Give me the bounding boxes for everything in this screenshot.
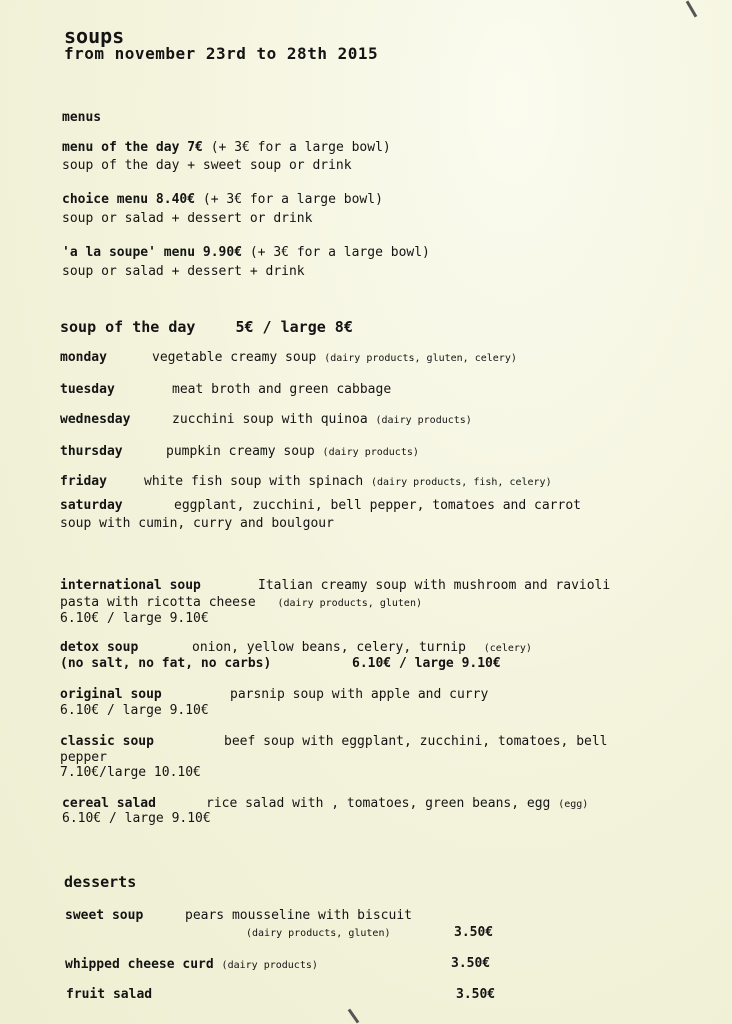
special-item — [62, 796, 588, 811]
special-price: 6.10€ / large 9.10€ — [62, 811, 211, 826]
special-desc-line — [60, 656, 501, 671]
special-desc: beef soup with eggplant, zucchini, tomatoes, bell — [224, 734, 608, 749]
special-desc: parsnip soup with apple and curry — [230, 687, 489, 702]
special-name: classic soup — [60, 734, 154, 749]
day-name: wednesday — [60, 412, 131, 427]
desserts-heading: desserts — [64, 873, 137, 891]
day-soup: vegetable creamy soup — [152, 350, 317, 365]
day-row — [60, 412, 472, 427]
menu-price: 7€ — [187, 140, 203, 155]
menu-desc: soup of the day + sweet soup or drink — [62, 158, 352, 173]
day-allergens: (dairy products, gluten, celery) — [324, 353, 517, 364]
day-soup-continued: soup with cumin, curry and boulgour — [60, 516, 334, 531]
day-name: friday — [60, 474, 107, 489]
day-name: thursday — [60, 444, 123, 459]
special-item — [60, 640, 532, 655]
special-allergens: (egg) — [558, 799, 589, 810]
day-row — [60, 498, 581, 513]
dessert-desc: pears mousseline with biscuit — [185, 908, 412, 923]
special-desc-line — [60, 595, 422, 610]
day-allergens: (dairy products) — [322, 447, 419, 458]
day-name: tuesday — [60, 382, 115, 397]
day-row — [60, 350, 517, 365]
menu-price: 8.40€ — [155, 192, 196, 207]
special-desc2: pepper — [60, 750, 107, 765]
dessert-item — [65, 908, 412, 923]
special-item — [60, 578, 610, 593]
menu-item — [62, 192, 383, 207]
dessert-allergens: (dairy products, gluten) — [246, 928, 391, 939]
pin-mark — [348, 1009, 360, 1024]
soup-of-day-prices: 5€ / large 8€ — [235, 318, 353, 336]
dessert-price: 3.50€ — [454, 925, 494, 940]
special-desc2: pasta with ricotta cheese — [60, 595, 256, 610]
page-title: soups — [64, 24, 125, 48]
day-name: monday — [60, 350, 107, 365]
dessert-name: whipped cheese curd — [65, 957, 214, 972]
day-soup: eggplant, zucchini, bell pepper, tomatoes and carrot — [174, 498, 581, 513]
special-desc: onion, yellow beans, celery, turnip — [192, 640, 466, 655]
soup-of-day-heading — [60, 318, 353, 336]
menus-heading: menus — [62, 110, 102, 125]
special-desc2: (no salt, no fat, no carbs) — [60, 656, 272, 671]
special-price: 6.10€ / large 9.10€ — [60, 611, 209, 626]
menu-extra: (+ 3€ for a large bowl) — [202, 192, 383, 207]
dessert-price: 3.50€ — [451, 956, 491, 971]
menu-extra: (+ 3€ for a large bowl) — [210, 140, 391, 155]
special-item — [60, 734, 608, 749]
special-name: original soup — [60, 687, 162, 702]
day-soup: white fish soup with spinach — [144, 474, 364, 489]
dessert-name: sweet soup — [65, 908, 144, 923]
menu-item — [62, 245, 430, 260]
special-name: cereal salad — [62, 796, 156, 811]
menu-desc: soup or salad + dessert + drink — [62, 264, 305, 279]
menu-extra: (+ 3€ for a large bowl) — [249, 245, 430, 260]
dessert-item — [66, 987, 152, 1002]
special-allergens: (celery) — [483, 643, 532, 654]
menu-desc: soup or salad + dessert or drink — [62, 211, 313, 226]
day-allergens: (dairy products, fish, celery) — [370, 477, 552, 488]
day-soup: meat broth and green cabbage — [172, 382, 392, 397]
day-row — [60, 444, 419, 459]
soup-of-day-title: soup of the day — [60, 318, 196, 336]
special-price: 7.10€/large 10.10€ — [60, 765, 201, 780]
special-price: 6.10€ / large 9.10€ — [60, 703, 209, 718]
menu-name: 'a la soupe' menu — [62, 245, 196, 260]
menu-name: choice menu — [62, 192, 149, 207]
dessert-item — [65, 957, 318, 972]
special-item — [60, 687, 488, 702]
dessert-allergens: (dairy products) — [221, 960, 318, 971]
menu-name: menu of the day — [62, 140, 180, 155]
special-desc: Italian creamy soup with mushroom and ravioli — [258, 578, 611, 593]
menu-item — [62, 140, 391, 155]
special-desc: rice salad with , tomatoes, green beans, egg — [206, 796, 551, 811]
day-name: saturday — [60, 498, 123, 513]
menu-price: 9.90€ — [202, 245, 243, 260]
special-price: 6.10€ / large 9.10€ — [352, 656, 501, 671]
day-row — [60, 382, 391, 397]
day-soup: pumpkin creamy soup — [166, 444, 315, 459]
special-allergens: (dairy products, gluten) — [277, 598, 422, 609]
dessert-name: fruit salad — [66, 987, 153, 1002]
dessert-price: 3.50€ — [456, 987, 496, 1002]
special-name: international soup — [60, 578, 201, 593]
day-row — [60, 474, 552, 489]
day-soup: zucchini soup with quinoa — [172, 412, 368, 427]
date-range: from november 23rd to 28th 2015 — [64, 44, 379, 63]
day-allergens: (dairy products) — [375, 415, 472, 426]
special-name: detox soup — [60, 640, 139, 655]
pin-mark — [686, 0, 698, 17]
